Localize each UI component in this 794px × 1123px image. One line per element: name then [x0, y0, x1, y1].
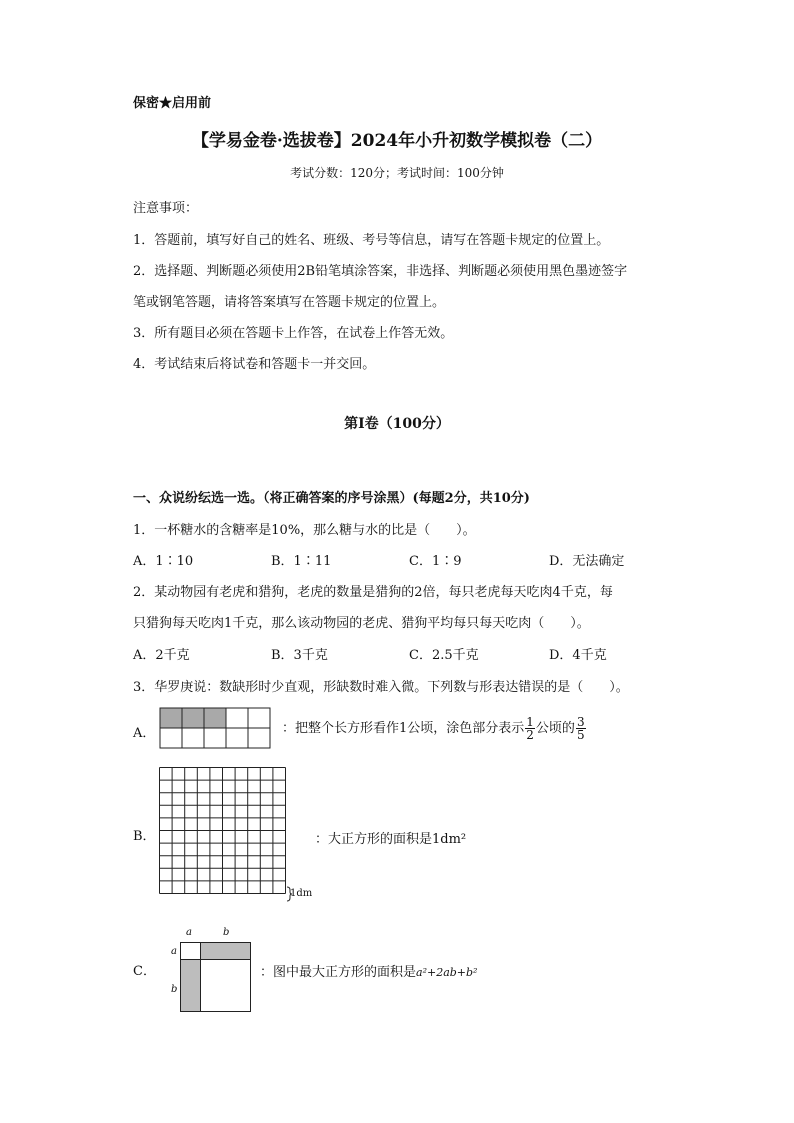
- q3-option-a-letter: A．: [133, 726, 156, 741]
- q3-option-b-text: ：大正方形的面积是1dm²: [315, 832, 467, 847]
- q3-option-c-text-before: ：图中最大正方形的面积是: [260, 965, 417, 980]
- q3-option-b-grid-figure: [156, 766, 316, 902]
- q2-stem-line1: 2．某动物园有老虎和猎狗，老虎的数量是猎狗的2倍，每只老虎每天吃肉4千克，每: [133, 585, 613, 600]
- fraction-one-half: [525, 716, 535, 741]
- q3-option-c-letter: C．: [133, 964, 156, 979]
- note-item-2: 2．选择题、判断题必须使用2B铅笔填涂答案，非选择、判断题必须使用黑色墨迹签字: [133, 264, 628, 279]
- exam-info: 考试分数：120分；考试时间：100分钟: [290, 166, 504, 180]
- part1-heading: 一、众说纷纭选一选。（将正确答案的序号涂黑）(每题2分，共10分): [133, 491, 530, 506]
- q3-option-c-label-b-side: b: [171, 984, 178, 995]
- fraction-three-fifths: [576, 716, 586, 741]
- notes-heading: 注意事项：: [133, 201, 199, 216]
- q2-option-c: C．2.5千克: [409, 648, 479, 663]
- note-item-2-cont: 笔或钢笔答题，请将答案填写在答题卡规定的位置上。: [133, 295, 446, 310]
- note-item-3: 3．所有题目必须在答题卡上作答，在试卷上作答无效。: [133, 326, 454, 341]
- q3-option-c-square-figure: [168, 926, 254, 1016]
- fraction-denominator: 2: [526, 728, 534, 742]
- section-title: 第I卷（100分）: [344, 416, 450, 432]
- q2-option-d: D．4千克: [549, 648, 607, 663]
- q3-option-c-label-a-top: a: [186, 927, 192, 938]
- q3-option-b-unit-label: 1dm: [290, 888, 313, 899]
- note-item-1: 1．答题前，填写好自己的姓名、班级、考号等信息，请写在答题卡规定的位置上。: [133, 233, 610, 248]
- fraction-numerator: 1: [526, 715, 534, 729]
- secret-label: 保密★启用前: [133, 96, 212, 111]
- q1-option-c: C．1∶9: [409, 554, 462, 569]
- q3-option-a-text-mid: 公顷的: [535, 721, 575, 736]
- q3-option-a-text: [282, 716, 587, 741]
- note-item-4: 4．考试结束后将试卷和答题卡一并交回。: [133, 357, 376, 372]
- q3-option-c-text: [260, 961, 477, 980]
- q3-option-c-formula: a²+2ab+b²: [416, 966, 478, 979]
- q3-option-c-label-a-side: a: [171, 946, 177, 957]
- q1-option-d: D．无法确定: [549, 554, 625, 569]
- fraction-denominator: 5: [576, 728, 585, 742]
- exam-title: 【学易金卷·选拔卷】2024年小升初数学模拟卷（二）: [191, 131, 603, 151]
- q2-option-b: B．3千克: [271, 648, 328, 663]
- q1-stem: 1．一杯糖水的含糖率是10%，那么糖与水的比是（ ）。: [133, 523, 476, 538]
- fraction-numerator: 3: [576, 715, 585, 729]
- q3-option-c-label-b-top: b: [223, 927, 230, 938]
- q2-stem-line2: 只猎狗每天吃肉1千克，那么该动物园的老虎、猎狗平均每只每天吃肉（ ）。: [133, 616, 590, 631]
- q3-option-a-text-before: ：把整个长方形看作1公顷，涂色部分表示: [282, 721, 525, 736]
- q3-option-b-letter: B．: [133, 829, 156, 844]
- q1-option-a: A．1∶10: [133, 554, 194, 569]
- q3-stem: 3．华罗庚说：数缺形时少直观，形缺数时难入微。下列数与形表达错误的是（ ）。: [133, 680, 629, 695]
- q1-option-b: B．1∶11: [271, 554, 332, 569]
- q3-option-a-rectangle-figure: [159, 707, 273, 751]
- q2-option-a: A．2千克: [133, 648, 190, 663]
